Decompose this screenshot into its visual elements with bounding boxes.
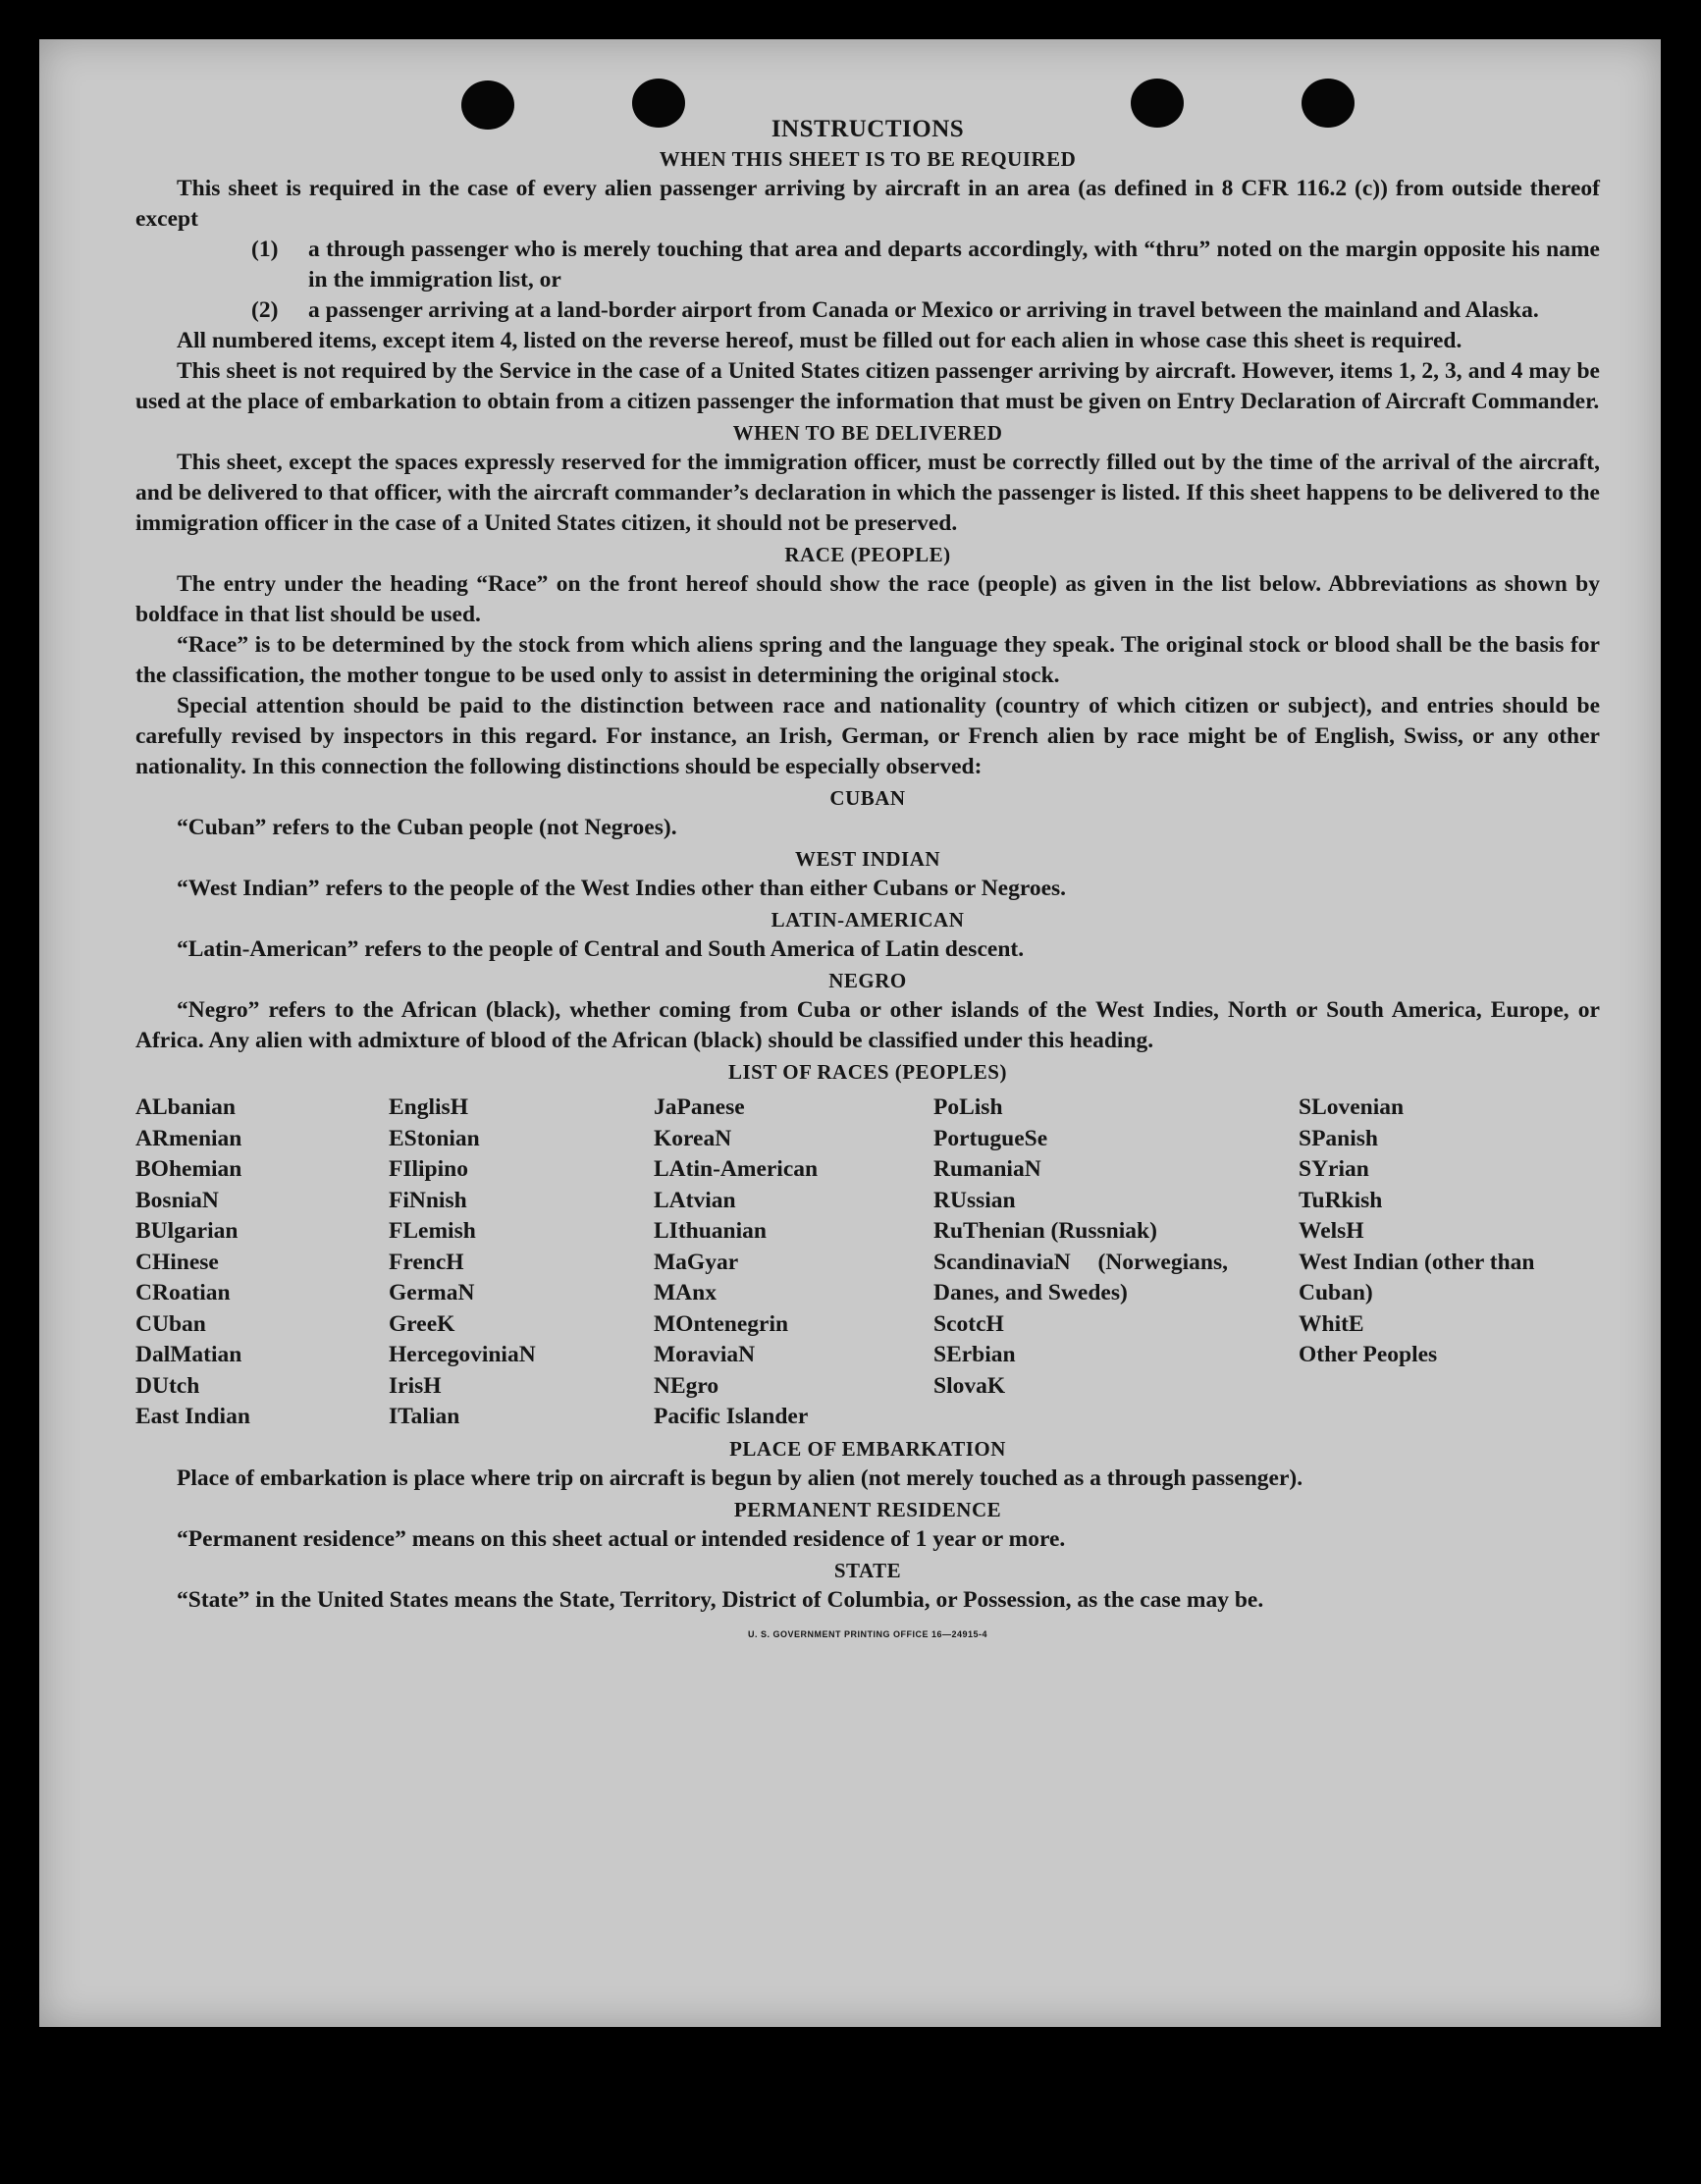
document-sheet: [39, 39, 1661, 2027]
race-entry: Pacific Islander: [654, 1404, 809, 1429]
when-required-intro: This sheet is required in the case of every alien passenger arriving by aircraft in an area (as defined in 8 CFR 116.2 (c)) from outside thereof except: [135, 176, 1600, 232]
negro-definition: “Negro” refers to the African (black), whether coming from Cuba or other islands of the West Indies, North or South America, Europe, or Africa. Any alien with admixture of blood of the African (black) should be classified under this heading.: [135, 997, 1600, 1053]
heading-negro: NEGRO: [828, 969, 907, 992]
races-list: [135, 1092, 1600, 1433]
printing-office-footer: U. S. GOVERNMENT PRINTING OFFICE 16—24915-4: [747, 1628, 988, 1639]
race-entry: East Indian: [135, 1404, 250, 1429]
heading-list-of-races: LIST OF RACES (PEOPLES): [728, 1060, 1007, 1084]
race-entry: Other Peoples: [1299, 1342, 1438, 1367]
exception-number: (2): [251, 297, 279, 323]
race-entry: SLovenian: [1299, 1094, 1405, 1120]
races-column: [654, 1092, 933, 1433]
race-entry: ScotcH: [933, 1310, 1004, 1337]
race-entry: WelsH: [1299, 1218, 1364, 1244]
race-entry: BOhemian: [135, 1156, 242, 1182]
page-title: INSTRUCTIONS: [771, 116, 965, 142]
race-entry: BUlgarian: [135, 1218, 239, 1244]
race-entry: CUban: [135, 1310, 206, 1337]
latin-american-definition: “Latin-American” refers to the people of Central and South America of Latin descent.: [177, 936, 1025, 962]
race-entry: PoLish: [933, 1094, 1003, 1120]
race-entry: MaGyar: [654, 1249, 739, 1275]
race-entry: SErbian: [933, 1342, 1016, 1367]
embarkation-text: Place of embarkation is place where trip on aircraft is begun by alien (not merely touched as a through passenger).: [177, 1465, 1303, 1491]
residence-text: “Permanent residence” means on this sheet actual or intended residence of 1 year or more.: [177, 1525, 1066, 1552]
race-entry: TuRkish: [1299, 1187, 1383, 1213]
state-text: “State” in the United States means the State, Territory, District of Columbia, or Possession, as the case may be.: [177, 1586, 1264, 1613]
heading-west-indian: WEST INDIAN: [794, 847, 941, 871]
race-entry: LAtvian: [654, 1187, 736, 1213]
heading-state: STATE: [833, 1558, 902, 1582]
heading-cuban: CUBAN: [829, 786, 906, 810]
race-para1: The entry under the heading “Race” on the front hereof should show the race (people) as given in the list below. Abbreviations as shown by boldface in that list should be used.: [135, 571, 1600, 627]
race-entry: NEgro: [654, 1372, 719, 1399]
race-para3: Special attention should be paid to the distinction between race and nationality (country of which citizen or subject), and entries should be carefully revised by inspectors in this regard. For instance, an Irish, German, or French alien by race might be of English, Swiss, or any other nationality. In this connection the following distinctions should be especially observed:: [135, 693, 1600, 779]
race-entry: MoraviaN: [654, 1342, 756, 1367]
race-entry: CRoatian: [135, 1280, 231, 1305]
race-entry: LIthuanian: [654, 1218, 767, 1244]
race-entry: JaPanese: [654, 1094, 745, 1120]
race-entry: West Indian (other than Cuban): [1299, 1249, 1535, 1305]
races-column: [389, 1092, 654, 1433]
race-entry: ScandinaviaN (Norwegians, Danes, and Swedes): [933, 1249, 1228, 1305]
race-entry: FIlipino: [389, 1156, 468, 1182]
race-entry: BosniaN: [135, 1187, 219, 1213]
heading-when-required: WHEN THIS SHEET IS TO BE REQUIRED: [659, 147, 1077, 171]
race-entry: SYrian: [1299, 1156, 1369, 1182]
race-entry: MAnx: [654, 1280, 717, 1305]
when-delivered-text: This sheet, except the spaces expressly reserved for the immigration officer, must be correctly filled out by the time of the arrival of the aircraft, and be delivered to that officer, with the aircraft commander’s declaration in which the passenger is listed. If this sheet happens to be delivered to the immigration officer in the case of a United States citizen, it should not be preserved.: [135, 450, 1600, 536]
when-required-para3: This sheet is not required by the Service in the case of a United States citizen passenger arriving by aircraft. However, items 1, 2, 3, and 4 may be used at the place of embarkation to obtain from a citizen passenger the information that must be given on Entry Declaration of Aircraft Commander.: [135, 358, 1600, 414]
race-entry: EnglisH: [389, 1094, 468, 1120]
race-entry: KoreaN: [654, 1125, 732, 1151]
heading-permanent-residence: PERMANENT RESIDENCE: [733, 1497, 1002, 1521]
race-entry: MOntenegrin: [654, 1310, 789, 1337]
west-indian-definition: “West Indian” refers to the people of the West Indies other than either Cubans or Negroes.: [177, 876, 1067, 901]
race-para2: “Race” is to be determined by the stock from which aliens spring and the language they speak. The original stock or blood shall be the basis for the classification, the mother tongue to be used only to assist in determining the original stock.: [135, 632, 1600, 688]
race-entry: RUssian: [933, 1187, 1016, 1213]
race-entry: GreeK: [389, 1310, 455, 1337]
instructions-content: [135, 116, 1600, 1639]
race-entry: FiNnish: [389, 1187, 467, 1213]
race-entry: IrisH: [389, 1372, 442, 1399]
race-entry: WhitE: [1299, 1310, 1364, 1337]
heading-latin-american: LATIN-AMERICAN: [771, 908, 965, 932]
exception-item: [251, 295, 1600, 326]
cuban-definition: “Cuban” refers to the Cuban people (not Negroes).: [177, 815, 677, 840]
exception-number: (1): [251, 237, 279, 262]
race-entry: FrencH: [389, 1249, 464, 1275]
race-entry: FLemish: [389, 1218, 476, 1244]
heading-race: RACE (PEOPLE): [784, 543, 951, 566]
race-entry: CHinese: [135, 1249, 219, 1275]
race-entry: SlovaK: [933, 1372, 1006, 1399]
when-required-para2: All numbered items, except item 4, listed on the reverse hereof, must be filled out for each alien in whose case this sheet is required.: [177, 328, 1462, 353]
race-entry: EStonian: [389, 1125, 480, 1151]
race-entry: PortugueSe: [933, 1125, 1048, 1151]
exception-item: [251, 235, 1600, 295]
race-entry: RuThenian (Russniak): [933, 1218, 1157, 1244]
race-entry: SPanish: [1299, 1125, 1378, 1151]
race-entry: GermaN: [389, 1280, 475, 1305]
races-column: [933, 1092, 1299, 1433]
race-entry: LAtin-American: [654, 1156, 819, 1182]
exception-text: a passenger arriving at a land-border airport from Canada or Mexico or arriving in travel between the mainland and Alaska.: [308, 297, 1539, 323]
exception-text: a through passenger who is merely touching that area and departs accordingly, with “thru” noted on the margin opposite his name in the immigration list, or: [308, 237, 1600, 293]
race-entry: RumaniaN: [933, 1156, 1041, 1182]
race-entry: DalMatian: [135, 1342, 242, 1367]
races-column: [1299, 1092, 1593, 1433]
heading-embarkation: PLACE OF EMBARKATION: [729, 1436, 1006, 1461]
races-column: [135, 1092, 389, 1433]
race-entry: ALbanian: [135, 1094, 236, 1120]
race-entry: DUtch: [135, 1372, 200, 1399]
race-entry: HercegoviniaN: [389, 1342, 536, 1367]
race-entry: ARmenian: [135, 1125, 242, 1151]
race-entry: ITalian: [389, 1404, 460, 1429]
heading-when-delivered: WHEN TO BE DELIVERED: [732, 421, 1003, 445]
